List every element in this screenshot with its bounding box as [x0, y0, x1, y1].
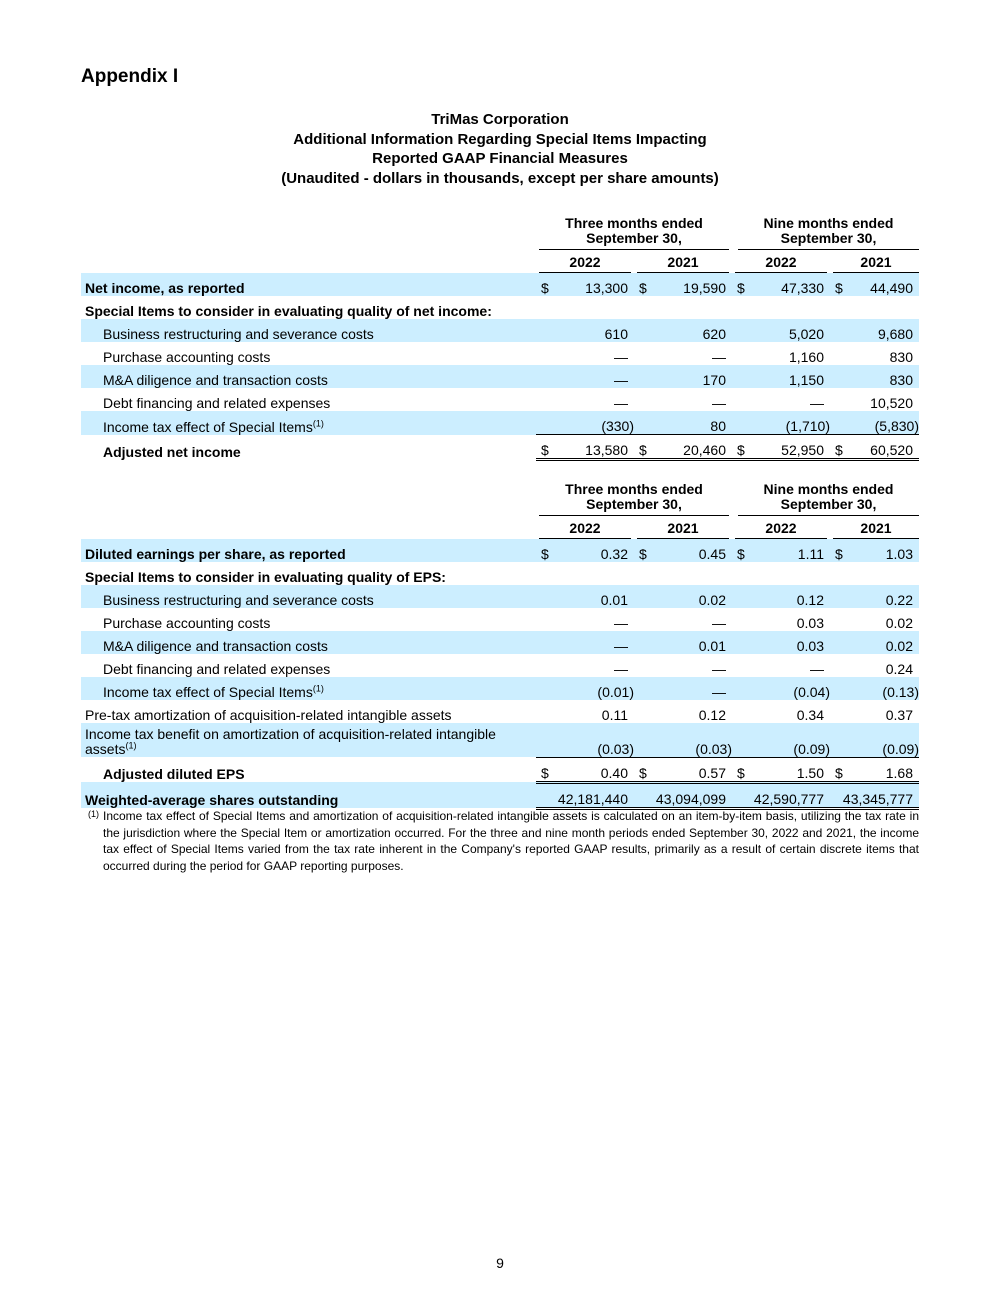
- value-cell: —: [712, 661, 726, 677]
- three-months-header: Three months ended September 30,: [539, 216, 729, 250]
- value-cell: 42,181,440: [536, 782, 634, 808]
- nine-months-header: Nine months ended September 30,: [738, 216, 919, 250]
- value-cell: —: [712, 615, 726, 631]
- year-2021-header: 2021: [637, 254, 729, 273]
- page-number: 9: [496, 1255, 504, 1271]
- value-cell: 0.03: [750, 631, 830, 654]
- value-cell: (0.01): [554, 677, 634, 700]
- currency-symbol: $: [536, 435, 554, 460]
- table-row-total: [81, 435, 919, 460]
- currency-symbol: $: [732, 757, 750, 782]
- value-cell: 13,580: [554, 435, 634, 460]
- footnote: [88, 808, 919, 874]
- section-header-row: [81, 296, 919, 319]
- currency-symbol: $: [732, 273, 750, 296]
- value-cell: 0.12: [698, 707, 726, 723]
- value-cell: 0.34: [796, 707, 824, 723]
- row-label: Business restructuring and severance costs: [81, 585, 536, 608]
- footnote-marker: (1): [125, 740, 137, 751]
- table-row: [81, 782, 919, 808]
- value-cell: (0.13): [848, 677, 919, 700]
- row-label: M&A diligence and transaction costs: [81, 365, 536, 388]
- year-2022-header: 2022: [735, 520, 827, 539]
- value-cell: —: [614, 615, 628, 631]
- row-label: Purchase accounting costs: [103, 349, 271, 365]
- eps-table: [81, 480, 919, 810]
- value-cell: 43,094,099: [634, 782, 732, 808]
- value-cell: 620: [652, 319, 732, 342]
- company-name: TriMas Corporation: [431, 111, 569, 128]
- net-income-table: [81, 214, 919, 461]
- row-label: Diluted earnings per share, as reported: [81, 539, 536, 562]
- value-cell: 0.01: [554, 585, 634, 608]
- value-cell: 830: [889, 349, 913, 365]
- report-title-line2: Additional Information Regarding Special Items Impacting: [293, 130, 707, 148]
- value-cell: 9,680: [848, 319, 919, 342]
- currency-symbol: $: [634, 757, 652, 782]
- value-cell: 43,345,777: [830, 782, 919, 808]
- special-items-header: Special Items to consider in evaluating quality of net income:: [85, 303, 492, 319]
- currency-symbol: $: [732, 539, 750, 562]
- value-cell: 1.03: [848, 539, 919, 562]
- value-cell: 1,150: [750, 365, 830, 388]
- table-row: [81, 723, 919, 757]
- value-cell: —: [810, 661, 824, 677]
- year-2022-header: 2022: [539, 254, 631, 273]
- value-cell: (1,710): [750, 411, 830, 435]
- value-cell: 5,020: [750, 319, 830, 342]
- row-label: Pre-tax amortization of acquisition-related intangible assets: [85, 707, 452, 723]
- currency-symbol: $: [634, 435, 652, 460]
- year-2022-header: 2022: [735, 254, 827, 273]
- currency-symbol: $: [634, 273, 652, 296]
- report-title-line4: (Unaudited - dollars in thousands, except per share amounts): [281, 169, 719, 187]
- value-cell: 0.12: [750, 585, 830, 608]
- value-cell: 0.57: [652, 757, 732, 782]
- value-cell: —: [810, 395, 824, 411]
- value-cell: 0.22: [848, 585, 919, 608]
- value-cell: 0.32: [554, 539, 634, 562]
- value-cell: 1,160: [788, 349, 824, 365]
- table-row-total: [81, 757, 919, 782]
- currency-symbol: $: [830, 757, 848, 782]
- value-cell: (0.03): [554, 723, 634, 757]
- table-row: [81, 411, 919, 435]
- value-cell: 60,520: [848, 435, 919, 460]
- value-cell: (0.04): [750, 677, 830, 700]
- period-header-row: [81, 214, 919, 250]
- row-label: Debt financing and related expenses: [103, 395, 331, 411]
- year-2021-header: 2021: [833, 254, 919, 273]
- table-row: [81, 539, 919, 562]
- footnote-marker: (1): [312, 417, 324, 428]
- table-row: [81, 273, 919, 296]
- row-label: Purchase accounting costs: [103, 615, 271, 631]
- value-cell: —: [614, 661, 628, 677]
- value-cell: —: [614, 395, 628, 411]
- row-label: Income tax benefit on amortization of acquisition-related intangible assets$^{(1)}$: [81, 723, 536, 757]
- row-label: Income tax effect of Special Items$^{(1)}$: [81, 411, 536, 435]
- table-row: [81, 585, 919, 608]
- three-months-header: Three months ended September 30,: [539, 482, 729, 516]
- table-row: [81, 677, 919, 700]
- value-cell: —: [712, 349, 726, 365]
- table-row: [81, 342, 919, 365]
- report-title-line3: Reported GAAP Financial Measures: [372, 150, 628, 167]
- table-row: [81, 608, 919, 631]
- row-label: Debt financing and related expenses: [103, 661, 331, 677]
- currency-symbol: $: [536, 757, 554, 782]
- currency-symbol: $: [732, 435, 750, 460]
- table-row: [81, 631, 919, 654]
- currency-symbol: $: [634, 539, 652, 562]
- row-label: Adjusted diluted EPS: [103, 766, 245, 782]
- row-label: Weighted-average shares outstanding: [81, 782, 536, 808]
- footnote-marker: (1): [88, 809, 99, 819]
- currency-symbol: $: [536, 273, 554, 296]
- nine-months-header: Nine months ended September 30,: [738, 482, 919, 516]
- appendix-title: Appendix I: [81, 66, 179, 87]
- value-cell: (0.03): [652, 723, 732, 757]
- row-label: M&A diligence and transaction costs: [81, 631, 536, 654]
- value-cell: 0.03: [796, 615, 824, 631]
- value-cell: 0.45: [652, 539, 732, 562]
- value-cell: 13,300: [554, 273, 634, 296]
- year-2021-header: 2021: [637, 520, 729, 539]
- period-header-row: [81, 480, 919, 516]
- value-cell: (330): [554, 411, 634, 435]
- value-cell: 0.02: [652, 585, 732, 608]
- table-row: [81, 365, 919, 388]
- section-header-row: [81, 562, 919, 585]
- value-cell: 10,520: [870, 395, 913, 411]
- table-row: [81, 319, 919, 342]
- value-cell: 1.50: [750, 757, 830, 782]
- value-cell: 830: [848, 365, 919, 388]
- table-row: [81, 700, 919, 723]
- year-header-row: [81, 250, 919, 273]
- value-cell: 20,460: [652, 435, 732, 460]
- currency-symbol: $: [830, 539, 848, 562]
- row-label: Adjusted net income: [103, 443, 241, 460]
- value-cell: 42,590,777: [732, 782, 830, 808]
- value-cell: —: [614, 349, 628, 365]
- value-cell: 47,330: [750, 273, 830, 296]
- row-label: Net income, as reported: [81, 273, 536, 296]
- value-cell: (0.09): [848, 723, 919, 757]
- value-cell: 610: [554, 319, 634, 342]
- value-cell: 170: [652, 365, 732, 388]
- year-2021-header: 2021: [833, 520, 919, 539]
- value-cell: 1.68: [848, 757, 919, 782]
- value-cell: 0.11: [601, 707, 628, 723]
- value-cell: 0.02: [848, 631, 919, 654]
- value-cell: 0.01: [652, 631, 732, 654]
- value-cell: —: [712, 395, 726, 411]
- value-cell: —: [554, 631, 634, 654]
- footnote-text: Income tax effect of Special Items and amortization of acquisition-related intangible assets is calculated on an item-by-item basis, utilizing the tax rate in the jurisdiction where the Special Item or amortization occurred. For the three and nine month periods ended September 30, 2022 and 2021, the income tax effect of Special Items varied from the tax rate inherent in the Company's reported GAAP results, primarily as a result of certain discrete items that occurred during the period for GAAP reporting purposes.: [103, 809, 919, 873]
- value-cell: 0.24: [885, 661, 913, 677]
- value-cell: 1.11: [750, 539, 830, 562]
- currency-symbol: $: [830, 273, 848, 296]
- year-2022-header: 2022: [539, 520, 631, 539]
- row-label: Income tax effect of Special Items$^{(1)}$: [81, 677, 536, 700]
- currency-symbol: $: [536, 539, 554, 562]
- table-row: [81, 388, 919, 411]
- value-cell: 52,950: [750, 435, 830, 460]
- year-header-row: [81, 516, 919, 539]
- value-cell: —: [652, 677, 732, 700]
- value-cell: 80: [652, 411, 732, 435]
- value-cell: (5,830): [848, 411, 919, 435]
- special-items-header: Special Items to consider in evaluating quality of EPS:: [85, 569, 446, 585]
- table-row: [81, 654, 919, 677]
- value-cell: 44,490: [848, 273, 919, 296]
- value-cell: —: [554, 365, 634, 388]
- value-cell: 0.40: [554, 757, 634, 782]
- footnote-marker: (1): [312, 683, 324, 694]
- currency-symbol: $: [830, 435, 848, 460]
- report-titles: [0, 110, 1000, 188]
- value-cell: 0.37: [885, 707, 913, 723]
- value-cell: (0.09): [750, 723, 830, 757]
- value-cell: 19,590: [652, 273, 732, 296]
- row-label: Business restructuring and severance costs: [81, 319, 536, 342]
- value-cell: 0.02: [885, 615, 913, 631]
